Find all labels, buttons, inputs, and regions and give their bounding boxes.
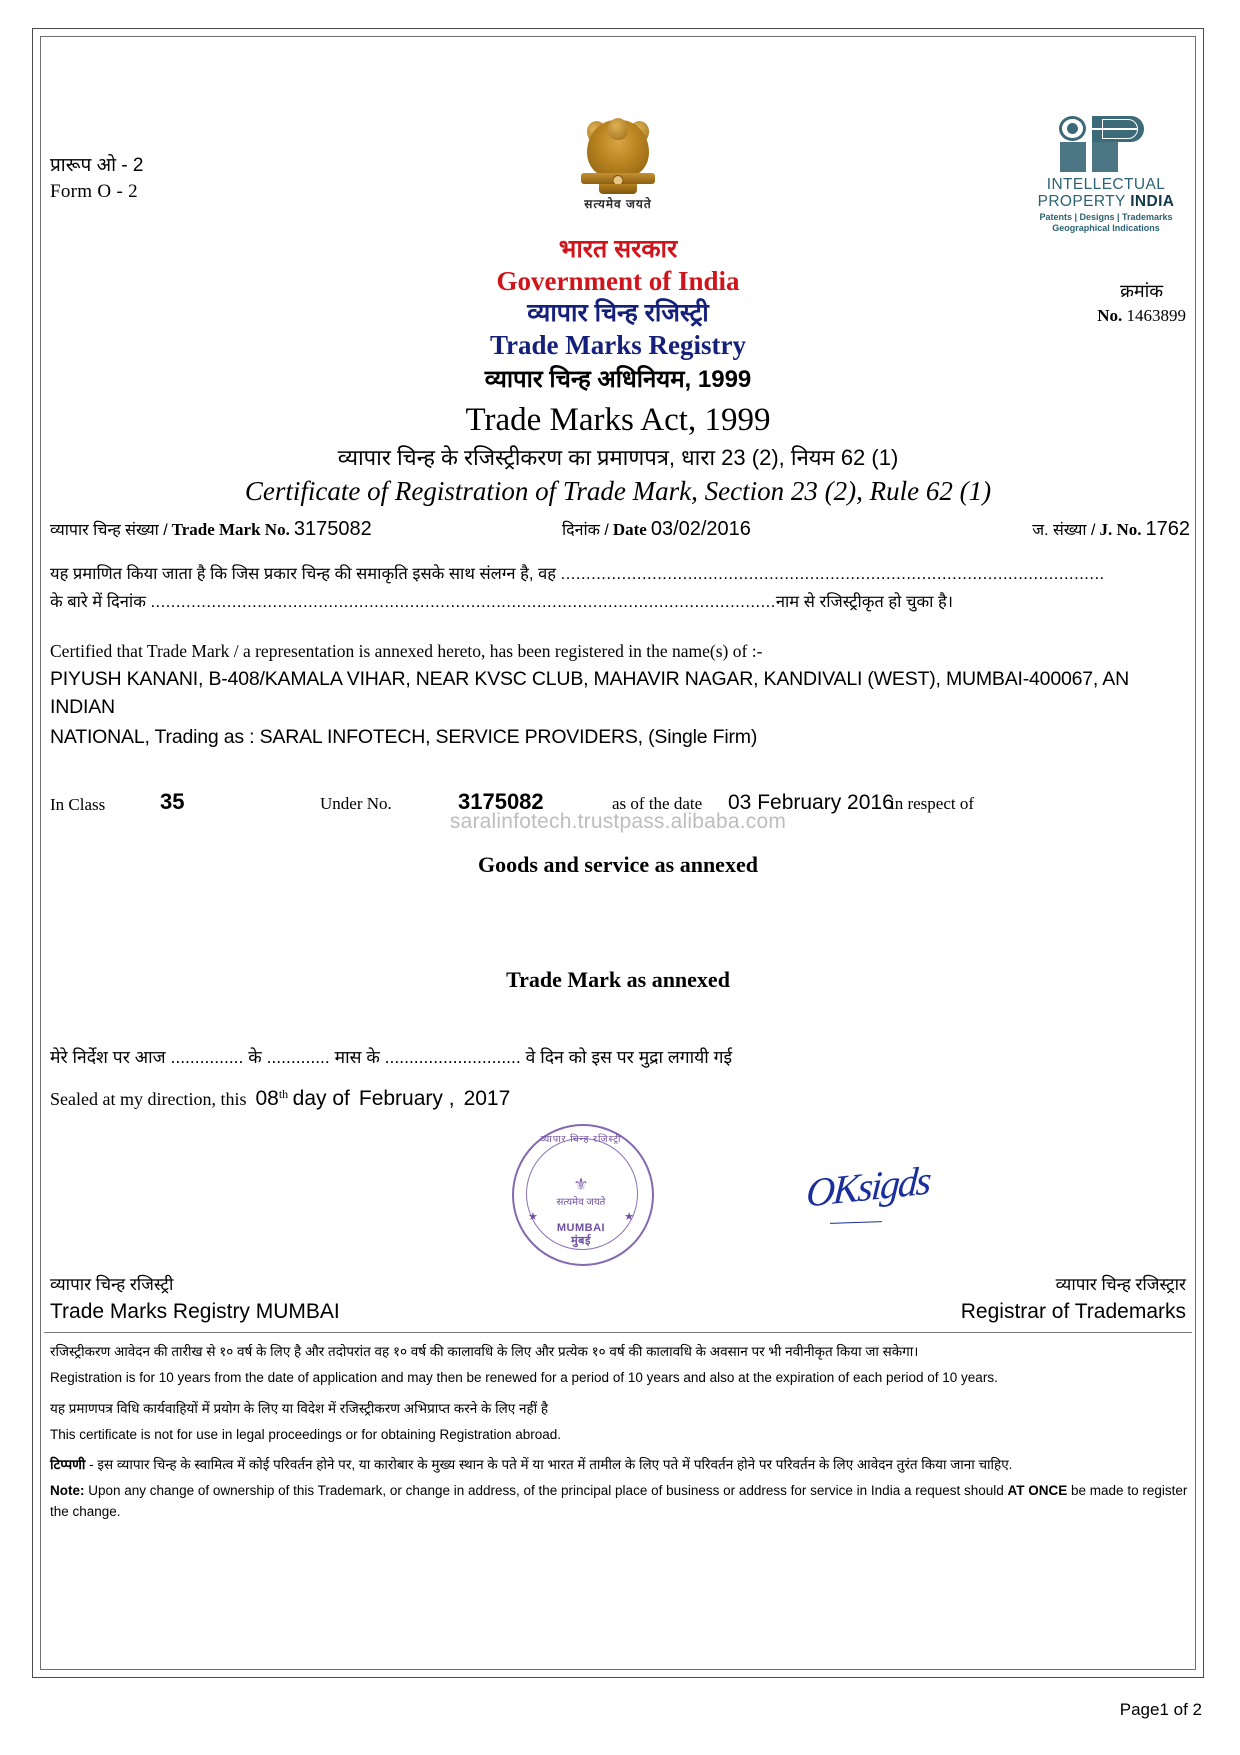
trade-mark-annexed: Trade Mark as annexed [506,967,730,992]
ip-logo-intellectual: INTELLECTUAL [1046,176,1166,193]
ip-square-left [1060,142,1086,172]
watermark-text: saralinfotech.trustpass.alibaba.com [449,810,787,833]
form-code-hindi: प्रारूप ओ - 2 [50,155,144,176]
certificate-content [44,40,1192,1666]
footer-note3-hindi-text: - इस व्यापार चिन्ह के स्वामित्व में कोई परिवर्तन होने पर, या कारोबार के मुख्य स्थान के पते में या भारत में तामील के लिए पते में परिवर्तन होने पर परिवर्तन के लिए आवेदन तुरंत किया जाना चाहिए. [85,1457,1013,1472]
seal-top-text: व्यापार चिन्ह रजिस्ट्री [540,1134,622,1145]
seal-city-english: MUMBAI [556,1222,606,1234]
journal-no-value: 1762 [1145,518,1190,540]
sealed-line-english [50,1087,510,1111]
as-of-date-value: 03 February 2016 [728,791,894,814]
registry-caption-hindi: व्यापार चिन्ह रजिस्ट्री [50,1275,174,1294]
footer-note3-at-once: AT ONCE [1007,1483,1068,1499]
ashoka-lion-capital-icon [570,118,666,222]
certified-block [50,638,1196,751]
ip-logo-line1 [1022,177,1190,210]
seal-bottom-text [502,1222,660,1248]
in-respect-of-label: in respect of [890,794,975,813]
seal-emblem-icon: ⚜ [573,1175,589,1194]
title-registry-english: Trade Marks Registry [490,330,746,361]
date-field [562,518,751,541]
footer-note2-english: This certificate is not for use in legal proceedings or for obtaining Registration abroad. [50,1426,562,1442]
under-no-value: 3175082 [458,789,544,814]
trade-mark-no-label-hindi: व्यापार चिन्ह संख्या / [50,522,168,539]
form-code-english: Form O - 2 [50,180,138,202]
ip-logo-tagline [1022,212,1190,233]
footer-note3-hindi-label: टिप्पणी [50,1457,86,1472]
seal-star-right: ★ [624,1211,634,1223]
date-value: 03/02/2016 [650,518,751,540]
serial-value: 1463899 [1126,306,1186,326]
under-no-label: Under No. [320,794,392,813]
hindi-certification-paragraph [50,560,1190,617]
registrar-signature [804,1157,986,1240]
hindi-paragraph-line2 [50,588,1190,616]
ip-i-dot-icon [1059,116,1086,141]
registry-caption [50,1272,340,1326]
sealed-day-of: day of [292,1087,350,1110]
registry-caption-english: Trade Marks Registry MUMBAI [50,1299,340,1323]
serial-label-hindi: क्रमांक [1120,281,1164,301]
date-label-english: Date [612,520,647,539]
hindi-line2-tail: नाम से रजिस्ट्रीकृत हो चुका है। [775,593,954,612]
seal-middle [502,1176,660,1208]
registrant-name-line2: NATIONAL, Trading as : SARAL INFOTECH, SERVICE PROVIDERS, (Single Firm) [50,725,758,748]
serial-label-english: No. [1097,306,1123,326]
ip-p-bowl-icon [1092,116,1144,142]
sealed-month: February , [358,1087,455,1110]
emblem-motto: सत्यमेव जयते [584,197,652,211]
trade-mark-no-label-english: Trade Mark No. [171,520,290,539]
ip-monogram-icon [1046,116,1166,174]
trade-mark-no-value: 3175082 [293,518,372,540]
title-block [44,234,1192,509]
hindi-paragraph-line1 [50,560,1190,588]
journal-no-label-english: J. No. [1099,520,1142,539]
footer-note3-english [50,1481,1188,1522]
title-government-english: Government of India [496,265,740,296]
hindi-line2-dots: ........................................................................................................................... [150,593,776,612]
hindi-line2-text: के बारे में दिनांक [50,593,151,612]
footer-note3-english-a: Upon any change of ownership of this Trademark, or change in address, of the principal place of business or address for service in India a request should [84,1483,1008,1499]
class-row [50,785,1190,815]
journal-no-label-hindi: ज. संख्या / [1032,522,1096,539]
seal-star-left: ★ [528,1211,538,1223]
sealed-prefix: Sealed at my direction, this [50,1089,247,1109]
footer-note3-english-b: be made to register the change. [50,1483,1188,1519]
title-act-hindi: व्यापार चिन्ह अधिनियम, 1999 [484,365,752,393]
ip-logo-india: INDIA [1130,192,1175,210]
seal-middle-text: सत्यमेव जयते [556,1196,606,1208]
title-certificate-hindi: व्यापार चिन्ह के रजिस्ट्रीकरण का प्रमाणपत्र, धारा 23 (2), नियम 62 (1) [337,445,899,471]
footer-note2-hindi: यह प्रमाणपत्र विधि कार्यवाहियों में प्रयोग के लिए या विदेश में रजिस्ट्रीकरण अभिप्राप्त करने के लिए नहीं है [50,1400,549,1416]
sealed-line-hindi: मेरे निर्देश पर आज ............... के ............. मास के ............................ वे दिन को इस पर मुद्रा लगायी गई [50,1047,733,1067]
footer-note3-hindi [50,1455,1188,1475]
footer-note1-hindi: रजिस्ट्रीकरण आवेदन की तारीख से १० वर्ष के लिए है और तदोपरांत वह १० वर्ष की कालावधि के लिए और प्रत्येक १० वर्ष की कालावधि के अवसान पर भी नवीनीकृत किया जा सकेगा। [50,1344,919,1359]
identifier-row [50,518,1190,546]
in-class-value: 35 [160,789,185,814]
title-certificate-english: Certificate of Registration of Trade Mark, Section 23 (2), Rule 62 (1) [244,476,992,507]
ip-logo-property-india [1022,194,1190,211]
as-of-date-label: as of the date [612,794,703,813]
hindi-line1-dots: ........................................................................................................... [560,565,1105,583]
page-number: Page1 of 2 [1119,1700,1202,1719]
hindi-line1-text: यह प्रमाणित किया जाता है कि जिस प्रकार चिन्ह की समाकृति इसके साथ संलग्न है, वह [50,565,561,583]
seal-city-hindi: मुंबई [571,1234,591,1247]
sealed-year: 2017 [463,1087,511,1110]
lion-head-center [608,118,628,140]
date-label-hindi: दिनांक / [562,522,609,539]
registrar-caption-english: Registrar of Trademarks [960,1299,1186,1323]
registrant-name-line1: PIYUSH KANANI, B-408/KAMALA VIHAR, NEAR KVSC CLUB, MAHAVIR NAGAR, KANDIVALI (WEST), MUMBAI-400067, AN INDIAN [50,668,1129,718]
ip-square-right [1092,142,1118,172]
goods-and-service-annexed: Goods and service as annexed [478,852,758,877]
signature-underline [830,1221,882,1224]
ip-india-logo [1022,116,1190,234]
trade-mark-no-field [50,518,372,541]
footer-note1-english: Registration is for 10 years from the date of application and may then be renewed for a period of 10 years and also at the expiration of each period of 10 years. [50,1370,998,1386]
title-registry-hindi: व्यापार चिन्ह रजिस्ट्री [527,298,709,327]
ip-logo-property: PROPERTY [1037,192,1131,210]
sealed-day: 08 [255,1087,279,1110]
in-class-label: In Class [50,795,106,814]
title-government-hindi: भारत सरकार [558,235,678,263]
footer-divider [44,1332,1192,1333]
ip-tagline-line1: Patents | Designs | Trademarks [1039,212,1173,223]
footer-notes [50,1342,1188,1532]
ip-tagline-line2: Geographical Indications [1052,223,1160,234]
registrar-caption [961,1272,1186,1326]
journal-no-field [1032,518,1190,541]
sealed-day-suffix: th [278,1087,289,1101]
title-act-english: Trade Marks Act, 1999 [465,401,771,438]
footer-note3-english-label: Note: [50,1483,85,1499]
registrar-caption-hindi: व्यापार चिन्ह रजिस्ट्रार [1055,1275,1186,1294]
certified-intro: Certified that Trade Mark / a representation is annexed hereto, has been registered in the name(s) of :- [50,641,763,661]
signature-mark: OKsigds [804,1157,932,1216]
registry-seal-stamp [502,1118,660,1270]
emblem-base [599,184,637,194]
national-emblem-wrap [44,118,1192,227]
